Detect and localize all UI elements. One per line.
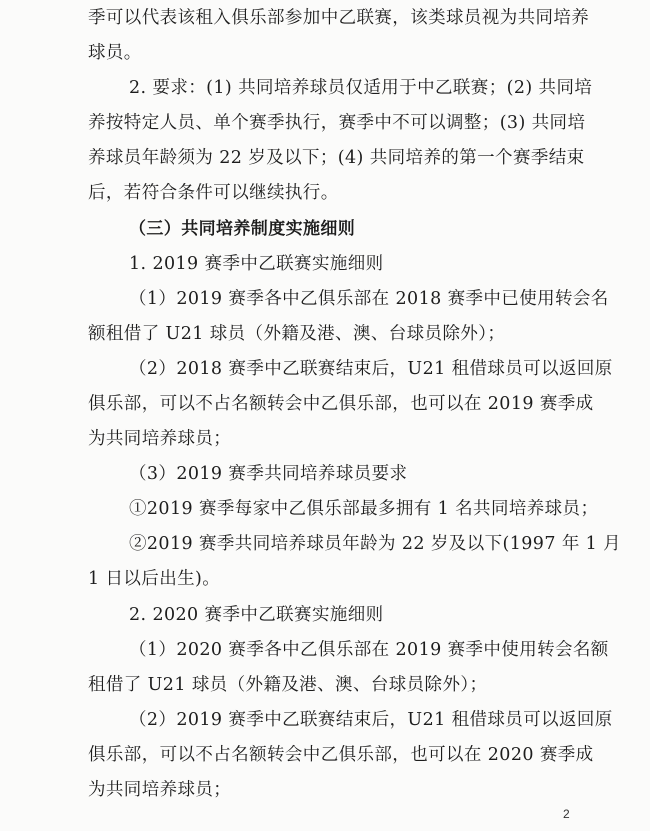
text-line: 季可以代表该租入俱乐部参加中乙联赛，该类球员视为共同培养 xyxy=(88,8,590,28)
text-line: 2. 2020 赛季中乙联赛实施细则 xyxy=(129,605,384,625)
text-line: （1）2019 赛季各中乙俱乐部在 2018 赛季中已使用转会名 xyxy=(129,289,609,309)
text-line: 1. 2019 赛季中乙联赛实施细则 xyxy=(129,254,384,274)
text-line: （3）2019 赛季共同培养球员要求 xyxy=(129,464,408,484)
text-line: （2）2018 赛季中乙联赛结束后，U21 租借球员可以返回原 xyxy=(129,359,613,379)
text-line: 为共同培养球员； xyxy=(88,429,232,449)
text-line: ②2019 赛季共同培养球员年龄为 22 岁及以下(1997 年 1 月 xyxy=(129,534,622,554)
section-heading: （三）共同培养制度实施细则 xyxy=(129,219,356,239)
text-line: 养按特定人员、单个赛季执行，赛季中不可以调整；(3) 共同培 xyxy=(88,113,586,133)
text-line: 俱乐部，可以不占名额转会中乙俱乐部，也可以在 2020 赛季成 xyxy=(88,745,594,765)
text-line: 1 日以后出生)。 xyxy=(88,569,221,589)
text-line: 为共同培养球员； xyxy=(88,780,232,800)
page-number: 2 xyxy=(563,807,570,821)
text-line: ①2019 赛季每家中乙俱乐部最多拥有 1 名共同培养球员； xyxy=(129,499,599,519)
text-line: 2. 要求：(1) 共同培养球员仅适用于中乙联赛；(2) 共同培 xyxy=(129,78,593,98)
text-line: 俱乐部，可以不占名额转会中乙俱乐部，也可以在 2019 赛季成 xyxy=(88,394,594,414)
text-line: 球员。 xyxy=(88,43,142,63)
text-line: （1）2020 赛季各中乙俱乐部在 2019 赛季中使用转会名额 xyxy=(129,640,609,660)
text-line: 养球员年龄须为 22 岁及以下；(4) 共同培养的第一个赛季结束 xyxy=(88,148,585,168)
text-line: （2）2019 赛季中乙联赛结束后，U21 租借球员可以返回原 xyxy=(129,710,613,730)
text-line: 后，若符合条件可以继续执行。 xyxy=(88,183,339,203)
text-line: 额租借了 U21 球员（外籍及港、澳、台球员除外）； xyxy=(88,324,506,344)
text-line: 租借了 U21 球员（外籍及港、澳、台球员除外）； xyxy=(88,675,488,695)
